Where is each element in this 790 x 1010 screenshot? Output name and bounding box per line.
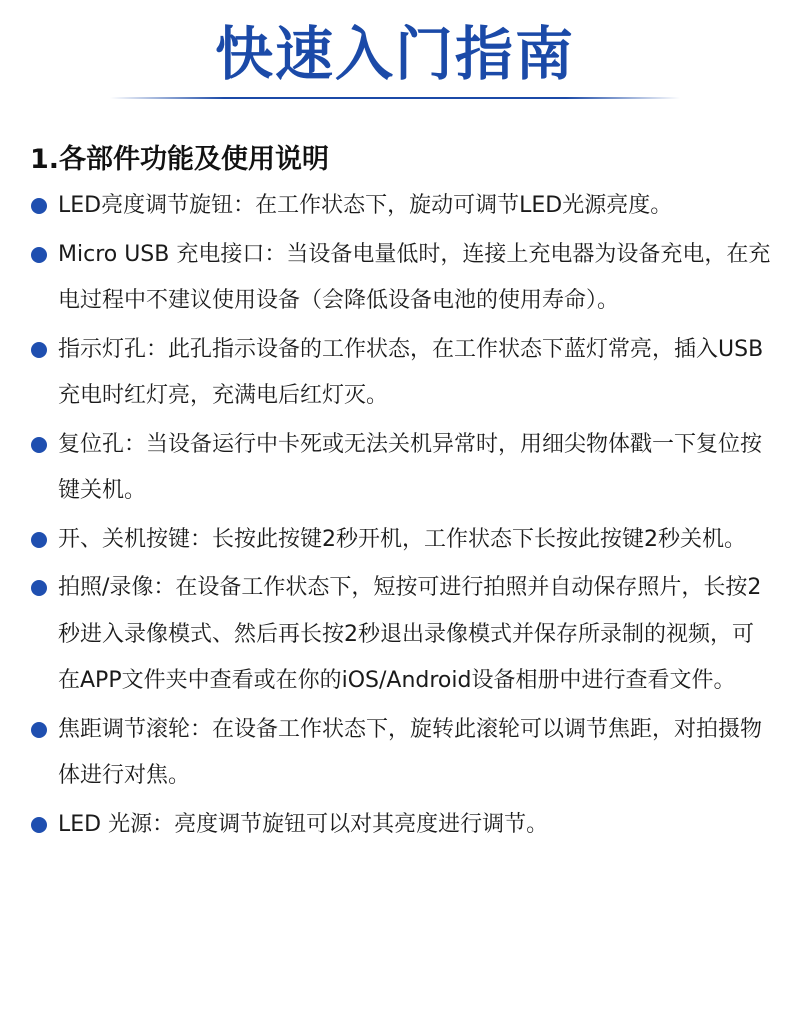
list-item-power-button (30, 517, 775, 564)
list-item-text: LED 光源：亮度调节旋钮可以对其亮度进行调节。 (58, 811, 549, 837)
list-item-text: 开、关机按键：长按此按键2秒开机，工作状态下长按此按键2秒关机。 (58, 526, 746, 552)
list-item-usb-port (30, 232, 775, 325)
bullet-dot-icon (31, 817, 47, 833)
list-item-text: 拍照/录像：在设备工作状态下，短按可进行拍照并自动保存照片，长按2秒进入录像模式、然后再长按2秒退出录像模式并保存所录制的视频，可在APP文件夹中查看或在你的iOS/Android设备相册中进行查看文件。 (58, 575, 762, 693)
feature-list (30, 183, 775, 850)
list-item-photo-video (30, 565, 775, 705)
bullet-dot-icon (31, 532, 47, 548)
list-item-indicator (30, 327, 775, 420)
bullet-dot-icon (31, 580, 47, 596)
bullet-dot-icon (31, 198, 47, 214)
page-title: 快速入门指南 (214, 20, 575, 88)
list-item-focus-wheel (30, 707, 775, 800)
list-item-reset-hole (30, 422, 775, 515)
section-heading: 1.各部件功能及使用说明 (30, 144, 330, 175)
bullet-dot-icon (31, 722, 47, 738)
list-item-text: 指示灯孔：此孔指示设备的工作状态，在工作状态下蓝灯常亮，插入USB充电时红灯亮，充满电后红灯灭。 (58, 336, 764, 408)
bullet-dot-icon (31, 437, 47, 453)
bullet-dot-icon (31, 342, 47, 358)
list-item-brightness-knob (30, 183, 775, 230)
list-item-text: 焦距调节滚轮：在设备工作状态下，旋转此滚轮可以调节焦距，对拍摄物体进行对焦。 (58, 716, 763, 788)
list-item-text: 复位孔：当设备运行中卡死或无法关机异常时，用细尖物体戳一下复位按键关机。 (58, 431, 763, 503)
list-item-text: Micro USB 充电接口：当设备电量低时，连接上充电器为设备充电，在充电过程中不建议使用设备（会降低设备电池的使用寿命）。 (58, 241, 771, 313)
list-item-led-light (30, 802, 775, 849)
title-divider (110, 97, 680, 99)
list-item-text: LED亮度调节旋钮：在工作状态下，旋动可调节LED光源亮度。 (58, 193, 673, 218)
bullet-dot-icon (31, 247, 47, 263)
